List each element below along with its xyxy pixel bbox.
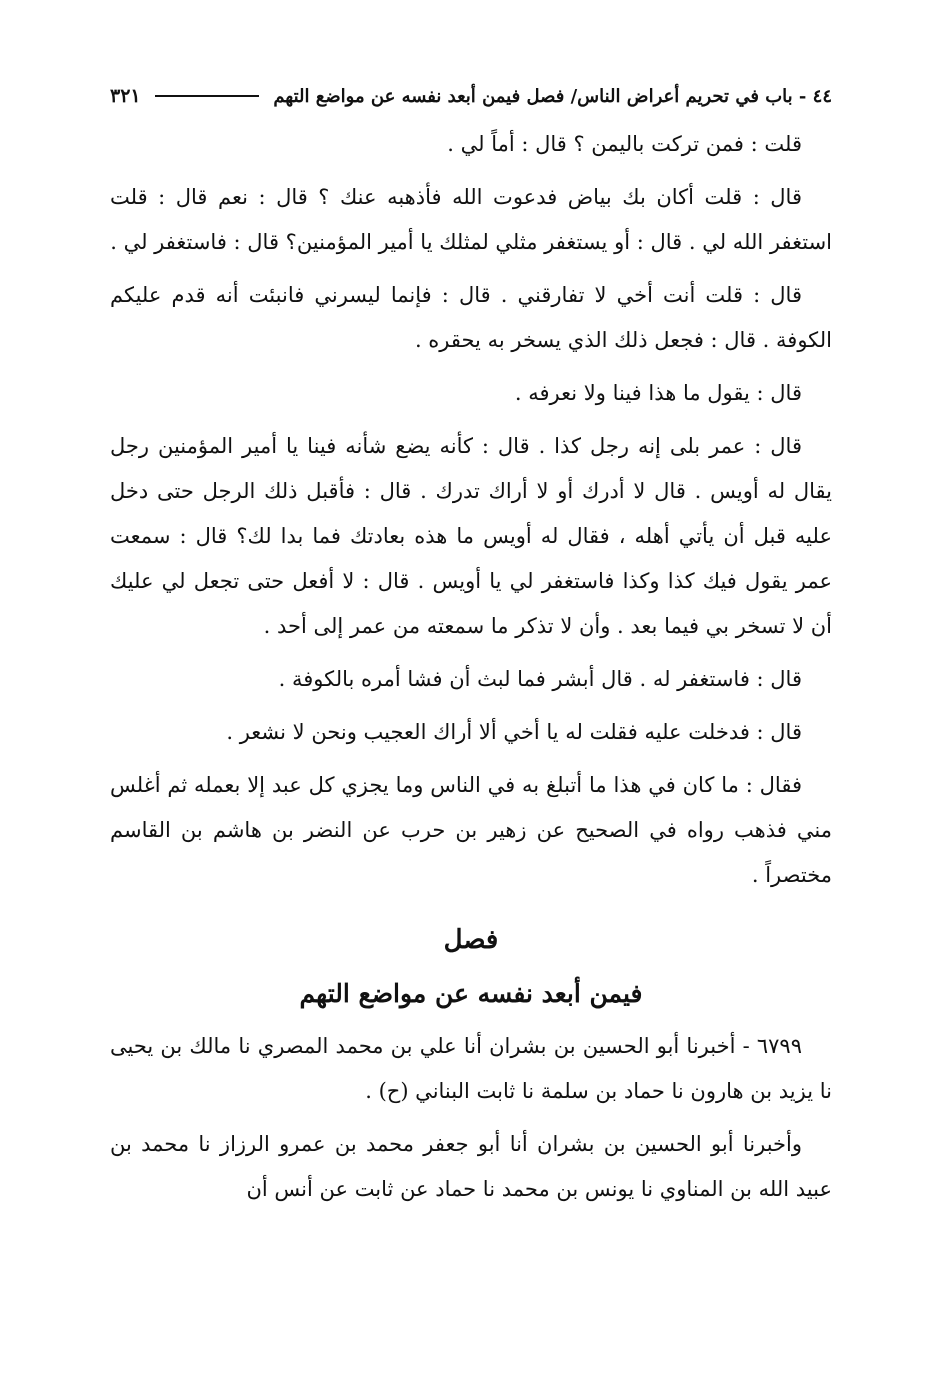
book-page bbox=[110, 78, 832, 1220]
paragraph: قال : قلت أكان بك بياض فدعوت الله فأذهبه عنك ؟ قال : نعم قال : قلت استغفر الله لي . قال : أو يستغفر مثلي لمثلك يا أمير المؤمنين؟ قال : فاستغفر لي . bbox=[110, 185, 832, 254]
hadith-continuation: وأخبرنا أبو الحسين بن بشران أنا أبو جعفر محمد بن عمرو الرزاز نا محمد بن عبيد الله بن المناوي نا يونس بن محمد نا حماد عن ثابت عن أنس أن bbox=[110, 1132, 832, 1201]
paragraph: قال : يقول ما هذا فينا ولا نعرفه . bbox=[514, 381, 802, 405]
paragraph: قال : عمر بلى إنه رجل كذا . قال : كأنه يضع شأنه فينا يا أمير المؤمنين رجل يقال له أويس . قال لا أدرك أو لا أراك تدرك . قال : فأقبل ذلك الرجل حتى دخل عليه قبل أن يأتي أهله ، فقال له أويس ما هذه بعادتك فما بدا لك؟ قال : سمعت عمر يقول فيك كذا وكذا فاستغفر لي يا أويس . قال : لا أفعل حتى تجعل لي عليك أن لا تسخر بي فيما بعد . وأن لا تذكر ما سمعته من عمر إلى أحد . bbox=[110, 434, 832, 638]
paragraph: قال : فدخلت عليه فقلت له يا أخي ألا أراك العجيب ونحن لا نشعر . bbox=[226, 720, 802, 744]
hadith-number: ٦٧٩٩ bbox=[756, 1034, 802, 1058]
header-rule bbox=[155, 95, 260, 97]
hadith-text: - أخبرنا أبو الحسين بن بشران أنا علي بن محمد المصري نا مالك بن يحيى نا يزيد بن هارون نا حماد بن سلمة نا ثابت البناني (ح) . bbox=[110, 1034, 832, 1103]
paragraph: قلت : فمن تركت باليمن ؟ قال : أماً لي . bbox=[447, 132, 802, 156]
hadith-paragraph bbox=[110, 1024, 832, 1114]
paragraph: قال : قلت أنت أخي لا تفارقني . قال : فإنما ليسرني فانبئت أنه قدم عليكم الكوفة . قال : فجعل ذلك الذي يسخر به يحقره . bbox=[110, 283, 832, 352]
running-header bbox=[110, 78, 832, 114]
running-header-title: ٤٤ - باب في تحريم أعراض الناس/ فصل فيمن أبعد نفسه عن مواضع التهم bbox=[273, 85, 832, 107]
paragraph: قال : فاستغفر له . قال أبشر فما لبث أن فشا أمره بالكوفة . bbox=[278, 667, 802, 691]
section-heading: فصل bbox=[443, 925, 499, 955]
paragraph: فقال : ما كان في هذا ما أتبلغ به في الناس وما يجزي كل عبد إلا بعمله ثم أغلس مني فذهب رواه في الصحيح عن زهير بن حرب عن النضر بن هاشم بن القاسم مختصراً . bbox=[110, 773, 832, 887]
section-subheading: فيمن أبعد نفسه عن مواضع التهم bbox=[299, 979, 643, 1008]
page-number: ٣٢١ bbox=[110, 85, 141, 107]
